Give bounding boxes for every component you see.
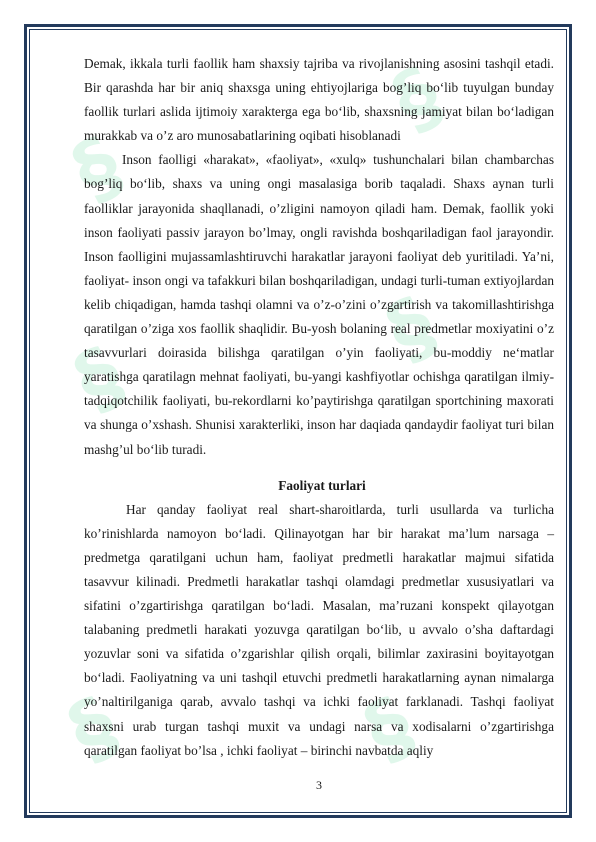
document-body (84, 52, 554, 763)
page-number: 3 (316, 778, 322, 792)
paragraph: Har qanday faoliyat real shart-sharoitlarda, turli usullarda va turlicha ko’rinishlarda namoyon bo‘ladi. Qilinayotgan har bir harakat ma’lum narsaga – predmetga qaratilgani uchun ham, faoliyat predmetli harakatlar majmui sifatida tasavvur kilinadi. Predmetli harakatlar tashqi olamdagi predmetlar xususiyatlari va sifatini o’zgartirishga qaratilgan bo‘ladi. Masalan, ma’ruzani konspekt qilayotgan talabaning predmetli harakati yozuvga qaratilgan bo‘lib, u avvalo o’sha daftardagi yozuvlar soni va sifatida o’zgarishlar qilish orqali, bilimlar zaxirasini boyitayotgan bo‘ladi. Faoliyatning va uni tashqil etuvchi predmetli harakatlarning aynan nimalarga yo’naltirilganiga qarab, avvalo tashqi va ichki faoliyat farklanadi. Tashqi faoliyat shaxsni urab turgan tashqi muxit va undagi narsa va xodisalarni o’zgartirishga qaratilgan faoliyat bo’lsa , ichki faoliyat – birinchi navbatda aqliy (84, 501, 554, 758)
watermark-logo: § (373, 280, 450, 378)
watermark-logo: § (61, 330, 138, 428)
watermark-logo: § (351, 680, 428, 778)
paragraph: Inson faolligi «harakat», «faoliyat», «xulq» tushunchalari bilan chambarchas bog’liq bo‘lib, shaxs va uning ongi masalasiga borib taqaladi. Shaxs aynan turli faolliklar jarayonida shaqllanadi, o’zligini namoyon qiladi ham. Demak, faollik yoki inson faoliyati passiv jarayon bo’lmay, ongli ravishda boshqariladigan faol jarayondir. Inson faolligini mujassamlashtiruvchi harakatlar jarayoni faoliyat deb yuritiladi. Ya’ni, faoliyat- inson ongi va tafakkuri bilan boshqariladigan, undagi turli-tuman extiyojlardan kelib chiqadigan, hamda tashqi olamni va o’z-o’zini o’zgartirish va takomillashtirishga qaratilgan o’ziga xos faollik shaqlidir. Bu-yosh bolaning real predmetlar moxiyatini o’z tasavvurlari doirasida bilishga qaratilgan o’yin faoliyati, bu-moddiy ne‘matlar yaratishga qaratilagn mehnat faoliyati, bu-yangi kashfiyotlar ochishga qaratilgan ilmiy-tadqiqotchilik faoliyati, bu-rekordlarni ko’paytirishga qaratilgan sportchining maxorati va shunga o’xshash. Shunisi xarakterliki, inson har daqiada qandaydir faoliyat turi bilan mashg’ul bo‘lib turadi. (84, 152, 554, 457)
section-heading: Faoliyat turlari (278, 477, 366, 493)
paragraph: Demak, ikkala turli faollik ham shaxsiy tajriba va rivojlanishning asosini tashqil etadi. Bir qarashda har bir aniq shaxsga uning ehtiyojlariga bog’liq bo‘lib tuyulgan bunday faollik turlari aslida ijtimoiy xarakterga ega bo‘lib, shaxsning jamiyat bilan bo‘ladigan murakkab va o’z aro munosabatlarining oqibati hisoblanadi (84, 56, 554, 144)
watermark-logo: § (55, 680, 132, 778)
watermark-logo: § (379, 50, 456, 148)
watermark-logo: § (59, 120, 136, 218)
